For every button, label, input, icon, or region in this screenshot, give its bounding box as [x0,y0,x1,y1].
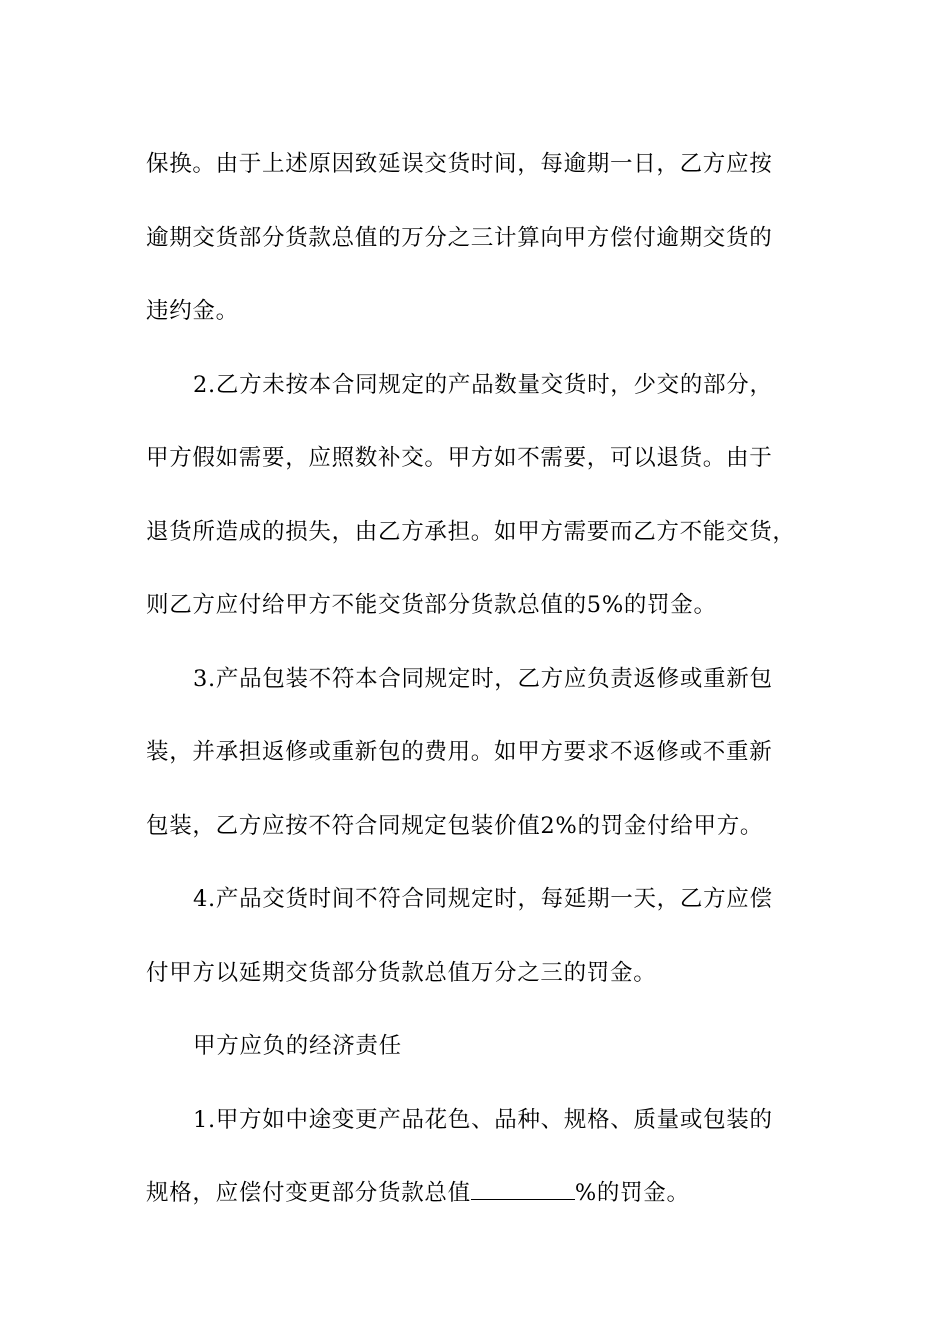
text-line: 保换。由于上述原因致延误交货时间，每逾期一日，乙方应按 [146,151,773,177]
paragraph-delay-penalty [146,128,810,349]
section-heading-party-a-liability [146,1010,810,1084]
paragraph-clause-4-delivery-time [146,863,810,1010]
text-line: 1.甲方如中途变更产品花色、品种、规格、质量或包装的 [193,1106,773,1133]
fill-in-blank [471,1181,575,1200]
paragraph-clause-2-quantity [146,349,810,643]
text-line: 装，并承担返修或重新包的费用。如甲方要求不返修或不重新 [146,739,773,765]
section-heading: 甲方应负的经济责任 [193,1033,402,1059]
text-line: 违约金。 [146,298,239,324]
text-line: 退货所造成的损失，由乙方承担。如甲方需要而乙方不能交货， [146,518,796,545]
document-body [146,128,810,1231]
text-line: 2.乙方未按本合同规定的产品数量交货时，少交的部分， [193,371,773,398]
text-line: 4.产品交货时间不符合同规定时，每延期一天，乙方应偿 [193,886,773,912]
text-line: 甲方假如需要，应照数补交。甲方如不需要，可以退货。由于 [146,445,773,471]
text-segment: 规格，应偿付变更部分货款总值 [146,1180,471,1206]
text-line: 逾期交货部分货款总值的万分之三计算向甲方偿付逾期交货的 [146,224,773,251]
paragraph-party-a-clause-1 [146,1084,810,1231]
text-line: 付甲方以延期交货部分货款总值万分之三的罚金。 [146,959,657,986]
text-line: 包装，乙方应按不符合同规定包装价值2%的罚金付给甲方。 [146,812,764,839]
text-line-with-blank [146,1157,810,1231]
paragraph-clause-3-packaging [146,643,810,864]
text-segment: %的罚金。 [574,1180,690,1206]
text-line: 则乙方应付给甲方不能交货部分货款总值的5%的罚金。 [146,592,717,618]
text-line: 3.产品包装不符本合同规定时，乙方应负责返修或重新包 [193,665,773,692]
